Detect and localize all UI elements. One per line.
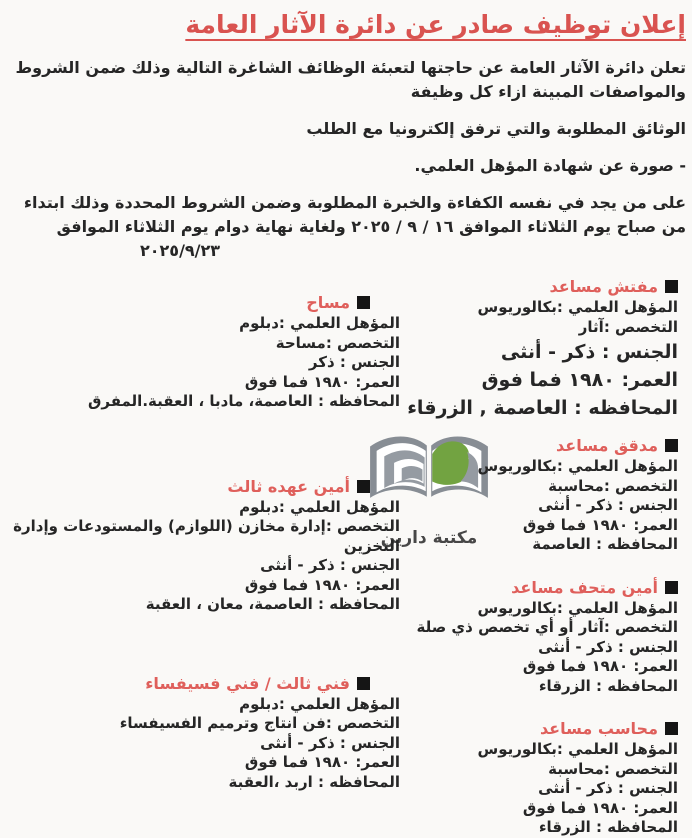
job-gender: الجنس : ذكر <box>308 353 400 371</box>
job-title-text: مدقق مساعد <box>556 436 658 455</box>
job-specialty: التخصص :فن انتاج وترميم الفسيفساء <box>119 714 400 732</box>
job-assistant-museum-curator <box>416 577 678 697</box>
job-governorate: المحافظه : العاصمة، مادبا ، العقبة.المفرق <box>87 392 400 410</box>
job-title-text: محاسب مساعد <box>539 719 658 738</box>
intro-line: على من يجد في نفسه الكفاءة والخبرة المطلوبة وضمن الشروط المحددة وذلك ابتداء <box>23 193 686 212</box>
job-governorate: المحافظه : العاصمة، معان ، العقبة <box>145 595 400 613</box>
job-specialty: التخصص :آثار أو أي تخصص ذي صلة <box>416 618 678 636</box>
job-title-text: أمين متحف مساعد <box>511 577 658 597</box>
job-gender: الجنس : ذكر - أنثى <box>500 341 678 363</box>
job-surveyor <box>14 292 400 412</box>
job-specialty: التخصص :إدارة مخازن (اللوازم) والمستودعات وإدارة <box>13 517 400 535</box>
job-title-text: فني ثالث / فني فسيفساء <box>145 673 350 693</box>
job-specialty: التخصص :محاسبة <box>548 476 678 495</box>
job-qualification: المؤهل العلمي :بكالوريوس <box>477 457 678 475</box>
job-title <box>428 718 678 740</box>
job-qualification: المؤهل العلمي :دبلوم <box>239 314 400 332</box>
job-assistant-auditor <box>428 435 678 555</box>
job-custodian-third <box>14 476 400 615</box>
job-gender: الجنس : ذكر - أنثى <box>260 733 400 752</box>
job-specialty: التخصص :مساحة <box>275 333 400 352</box>
black-square-icon <box>665 581 678 594</box>
job-age: العمر: ١٩٨٠ فما فوق <box>522 798 678 817</box>
job-governorate: المحافظه : الزرقاء <box>538 676 678 695</box>
job-gender: الجنس : ذكر - أنثى <box>260 556 400 574</box>
job-title <box>14 476 370 498</box>
documents-required-line <box>6 117 686 141</box>
job-gender: الجنس : ذكر - أنثى <box>538 496 678 514</box>
intro-paragraph <box>6 56 686 104</box>
watermark-text: مكتبة دارين <box>380 528 478 548</box>
deadline-date: ٢٠٢٥/٩/٢٣ <box>140 241 221 260</box>
job-title <box>428 577 678 599</box>
job-specialty-wrap: التخزين <box>343 536 400 555</box>
job-technician-mosaic <box>14 673 400 793</box>
job-assistant-inspector <box>407 276 678 421</box>
intro-line: - صورة عن شهادة المؤهل العلمي. <box>414 156 686 175</box>
application-period-paragraph <box>6 191 686 263</box>
black-square-icon <box>665 439 678 452</box>
job-title-text: مفتش مساعد <box>549 277 658 296</box>
job-governorate: المحافظه : الزرقاء <box>538 818 678 836</box>
job-specialty: التخصص :آثار <box>578 317 678 336</box>
job-title <box>428 276 678 298</box>
job-governorate: المحافظه : العاصمة <box>532 535 678 553</box>
job-specialty: التخصص :محاسبة <box>548 759 678 778</box>
job-qualification: المؤهل العلمي :دبلوم <box>239 497 400 516</box>
job-qualification: المؤهل العلمي :بكالوريوس <box>477 298 678 316</box>
black-square-icon <box>665 280 678 293</box>
document-content <box>6 10 686 838</box>
black-square-icon <box>665 722 678 735</box>
certificate-copy-line <box>6 154 686 178</box>
job-title <box>14 673 370 695</box>
job-assistant-accountant <box>428 718 678 838</box>
job-title <box>14 292 370 314</box>
job-age: العمر: ١٩٨٠ فما فوق <box>522 657 678 675</box>
job-column-left <box>14 276 424 792</box>
job-age: العمر: ١٩٨٠ فما فوق <box>481 369 678 391</box>
job-gender: الجنس : ذكر - أنثى <box>538 637 678 656</box>
job-age: العمر: ١٩٨٠ فما فوق <box>244 575 400 594</box>
job-governorate: المحافظه : العاصمة , الزرقاء <box>407 397 678 419</box>
black-square-icon <box>357 677 370 690</box>
job-age: العمر: ١٩٨٠ فما فوق <box>244 372 400 391</box>
job-qualification: المؤهل العلمي :بكالوريوس <box>477 598 678 617</box>
job-column-right <box>407 276 686 838</box>
job-governorate: المحافظه : اربد ،العقبة <box>228 772 400 791</box>
intro-line: تعلن دائرة الآثار العامة عن حاجتها لتعبئة الوظائف الشاغرة التالية وذلك ضمن الشروط <box>15 58 686 77</box>
black-square-icon <box>357 480 370 493</box>
intro-line: من صباح يوم الثلاثاء الموافق ١٦ / ٩ / ٢٠٢٥ ولغاية نهاية دوام يوم الثلاثاء الموافق <box>56 217 686 236</box>
job-title-text: أمين عهده ثالث <box>227 476 350 496</box>
page-title: إعلان توظيف صادر عن دائرة الآثار العامة <box>185 10 686 39</box>
job-title <box>428 435 678 457</box>
job-age: العمر: ١٩٨٠ فما فوق <box>522 515 678 534</box>
job-title-text: مساح <box>306 293 350 312</box>
intro-line: والمواصفات المبينة ازاء كل وظيفة <box>410 82 686 101</box>
job-gender: الجنس : ذكر - أنثى <box>538 779 678 797</box>
job-qualification: المؤهل العلمي :بكالوريوس <box>477 740 678 758</box>
black-square-icon <box>357 296 370 309</box>
job-age: العمر: ١٩٨٠ فما فوق <box>244 753 400 771</box>
intro-line: الوثائق المطلوبة والتي ترفق إلكترونيا مع الطلب <box>306 119 686 138</box>
job-qualification: المؤهل العلمي :دبلوم <box>239 694 400 713</box>
job-listings <box>6 276 686 838</box>
